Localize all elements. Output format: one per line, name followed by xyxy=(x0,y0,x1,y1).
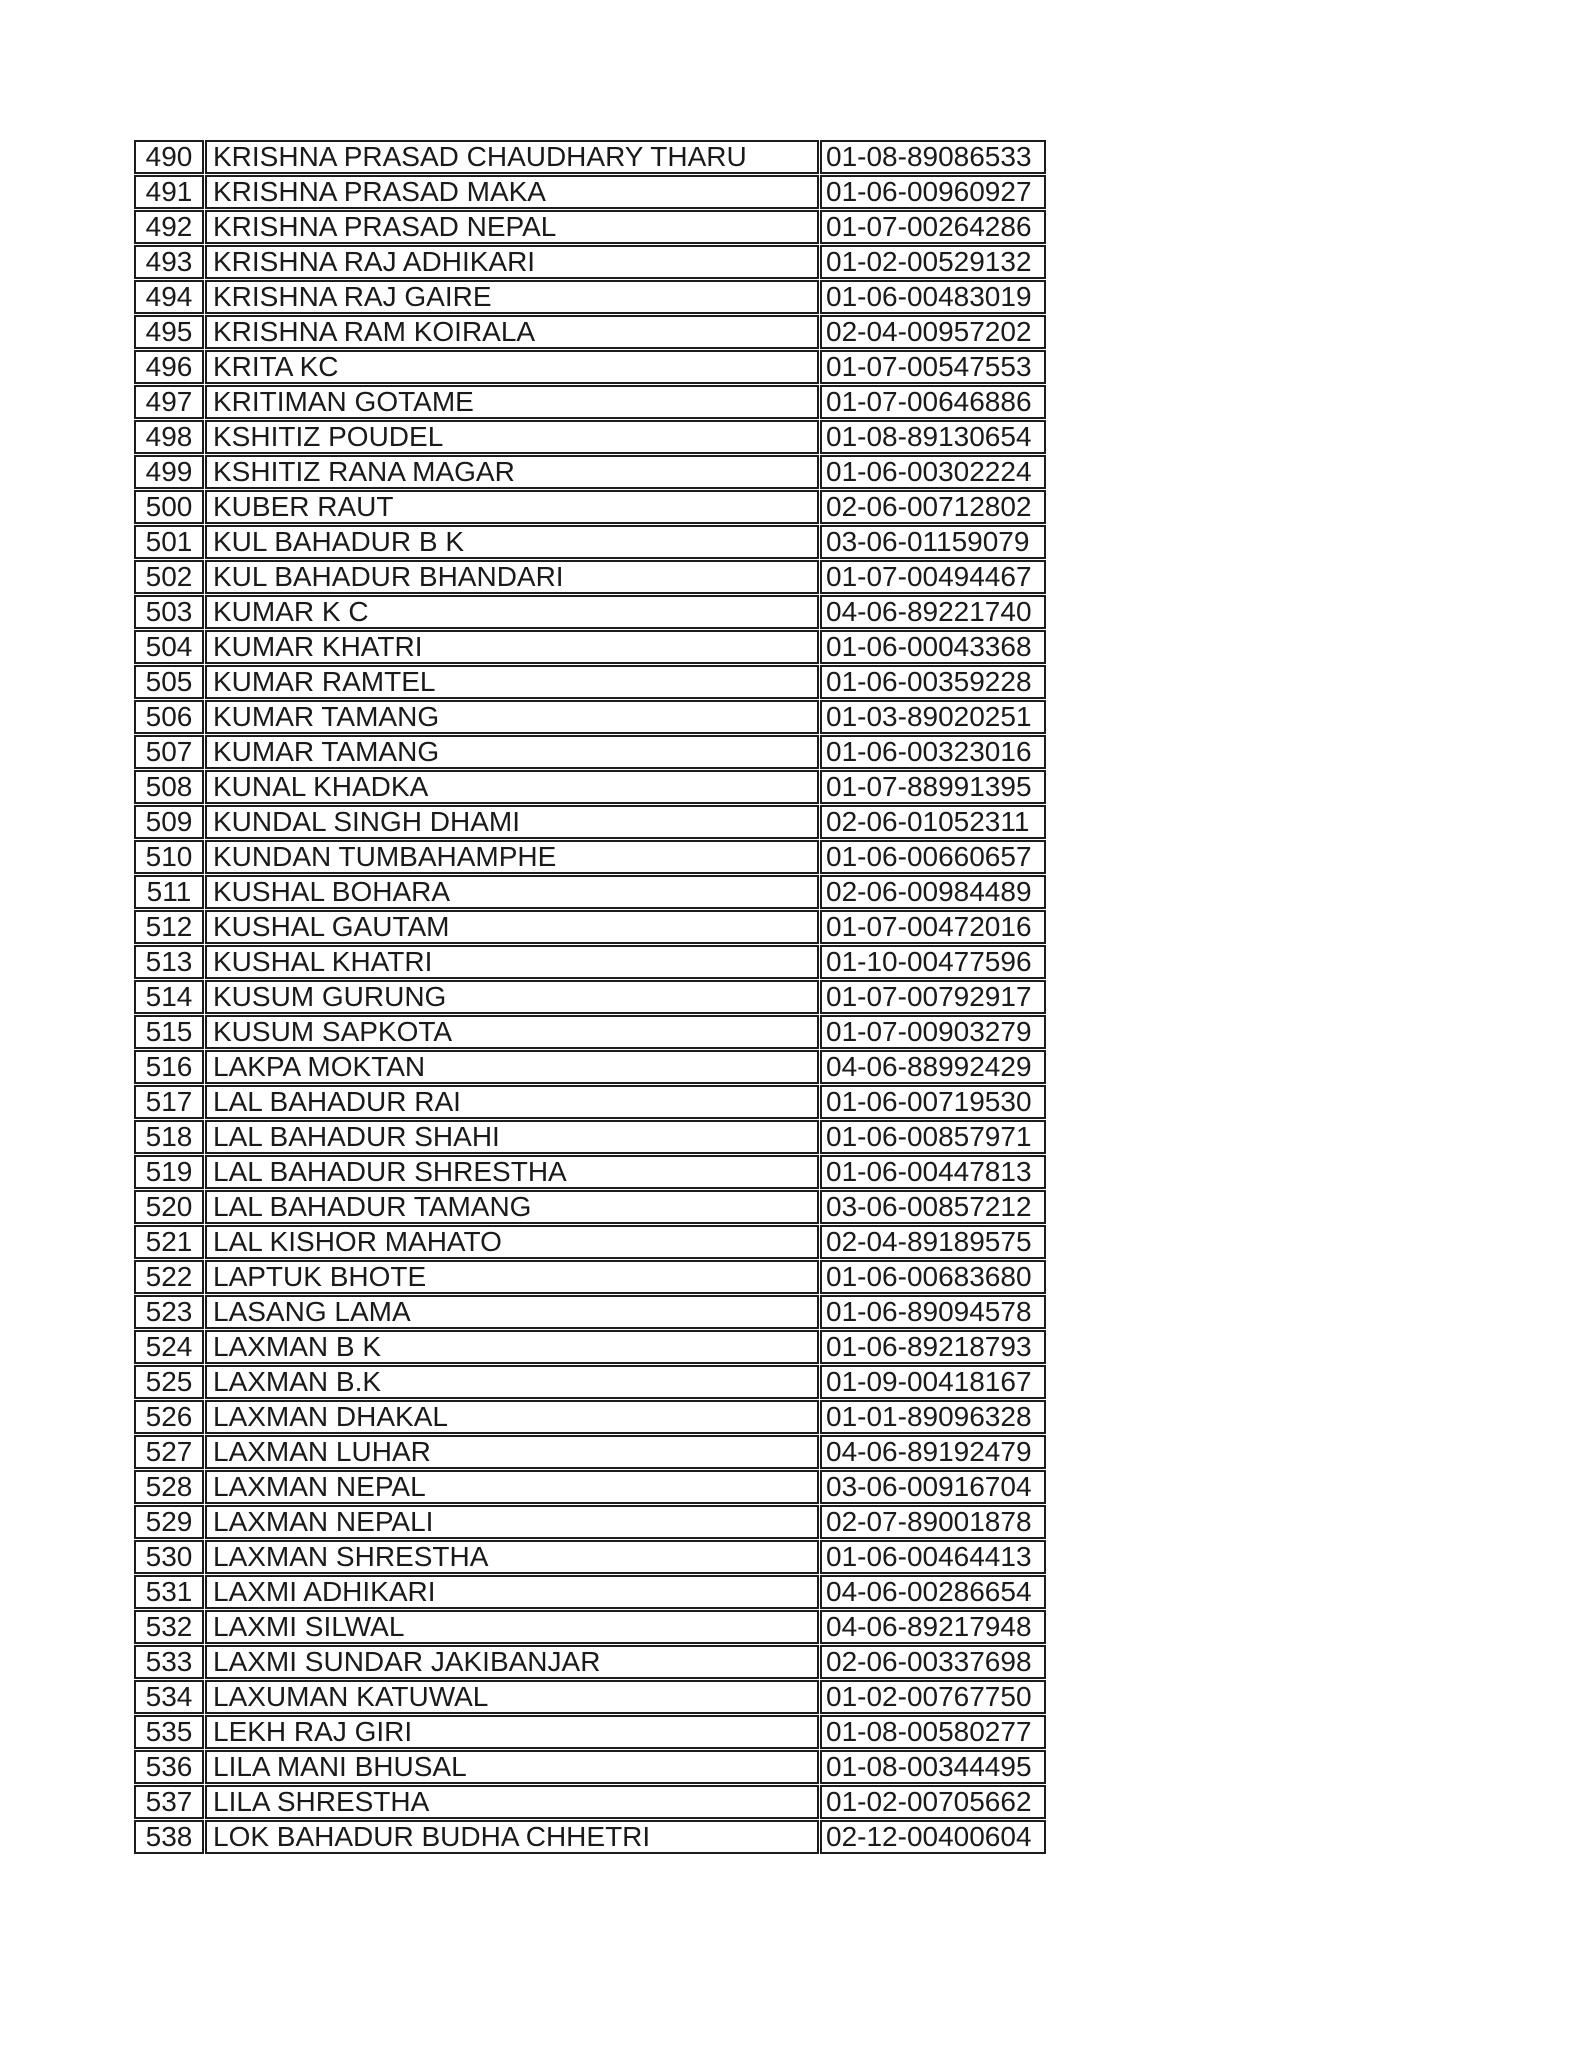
id-cell: 01-07-00494467 xyxy=(820,560,1046,594)
id-cell: 01-06-89094578 xyxy=(820,1295,1046,1329)
name-cell: KUMAR K C xyxy=(205,595,819,629)
table-row xyxy=(134,770,1046,804)
serial-cell: 501 xyxy=(134,525,204,559)
table-row xyxy=(134,1330,1046,1364)
name-cell: KRISHNA RAM KOIRALA xyxy=(205,315,819,349)
serial-cell: 492 xyxy=(134,210,204,244)
name-cell: LAL KISHOR MAHATO xyxy=(205,1225,819,1259)
table-row xyxy=(134,175,1046,209)
serial-cell: 504 xyxy=(134,630,204,664)
id-cell: 01-06-00464413 xyxy=(820,1540,1046,1574)
serial-cell: 530 xyxy=(134,1540,204,1574)
serial-cell: 536 xyxy=(134,1750,204,1784)
serial-cell: 513 xyxy=(134,945,204,979)
table-row xyxy=(134,1260,1046,1294)
id-cell: 01-08-00580277 xyxy=(820,1715,1046,1749)
table-row xyxy=(134,735,1046,769)
name-cell: KUL BAHADUR B K xyxy=(205,525,819,559)
table-row xyxy=(134,490,1046,524)
serial-cell: 490 xyxy=(134,140,204,174)
id-cell: 01-07-00547553 xyxy=(820,350,1046,384)
id-cell: 04-06-89192479 xyxy=(820,1435,1046,1469)
serial-cell: 500 xyxy=(134,490,204,524)
table-row xyxy=(134,1365,1046,1399)
table-row xyxy=(134,1470,1046,1504)
serial-cell: 522 xyxy=(134,1260,204,1294)
name-cell: KUMAR KHATRI xyxy=(205,630,819,664)
serial-cell: 514 xyxy=(134,980,204,1014)
serial-cell: 523 xyxy=(134,1295,204,1329)
id-cell: 02-04-00957202 xyxy=(820,315,1046,349)
name-cell: LOK BAHADUR BUDHA CHHETRI xyxy=(205,1820,819,1854)
id-cell: 01-10-00477596 xyxy=(820,945,1046,979)
table-row xyxy=(134,1715,1046,1749)
table-row xyxy=(134,315,1046,349)
serial-cell: 495 xyxy=(134,315,204,349)
name-cell: KSHITIZ RANA MAGAR xyxy=(205,455,819,489)
id-cell: 01-07-00646886 xyxy=(820,385,1046,419)
name-cell: LAL BAHADUR TAMANG xyxy=(205,1190,819,1224)
table-row xyxy=(134,1610,1046,1644)
name-cell: KUMAR TAMANG xyxy=(205,700,819,734)
name-cell: LAXMI ADHIKARI xyxy=(205,1575,819,1609)
serial-cell: 519 xyxy=(134,1155,204,1189)
id-cell: 04-06-88992429 xyxy=(820,1050,1046,1084)
serial-cell: 511 xyxy=(134,875,204,909)
name-cell: KRISHNA RAJ GAIRE xyxy=(205,280,819,314)
table-row xyxy=(134,1680,1046,1714)
table-row xyxy=(134,875,1046,909)
name-cell: LILA SHRESTHA xyxy=(205,1785,819,1819)
id-cell: 01-06-00857971 xyxy=(820,1120,1046,1154)
id-cell: 01-06-00447813 xyxy=(820,1155,1046,1189)
serial-cell: 518 xyxy=(134,1120,204,1154)
name-cell: KRISHNA PRASAD MAKA xyxy=(205,175,819,209)
serial-cell: 491 xyxy=(134,175,204,209)
id-cell: 01-08-89130654 xyxy=(820,420,1046,454)
id-cell: 02-04-89189575 xyxy=(820,1225,1046,1259)
name-cell: KRITA KC xyxy=(205,350,819,384)
name-cell: LAXMI SUNDAR JAKIBANJAR xyxy=(205,1645,819,1679)
table-row xyxy=(134,1050,1046,1084)
name-cell: KUNDAN TUMBAHAMPHE xyxy=(205,840,819,874)
serial-cell: 534 xyxy=(134,1680,204,1714)
name-cell: LAXMAN NEPALI xyxy=(205,1505,819,1539)
name-cell: LAXMAN LUHAR xyxy=(205,1435,819,1469)
name-cell: KUSUM SAPKOTA xyxy=(205,1015,819,1049)
id-cell: 01-06-00719530 xyxy=(820,1085,1046,1119)
table-row xyxy=(134,1575,1046,1609)
name-cell: KUSHAL GAUTAM xyxy=(205,910,819,944)
table-row xyxy=(134,1190,1046,1224)
serial-cell: 509 xyxy=(134,805,204,839)
serial-cell: 506 xyxy=(134,700,204,734)
name-cell: LAL BAHADUR RAI xyxy=(205,1085,819,1119)
id-cell: 02-12-00400604 xyxy=(820,1820,1046,1854)
name-cell: KUL BAHADUR BHANDARI xyxy=(205,560,819,594)
serial-cell: 524 xyxy=(134,1330,204,1364)
id-cell: 01-06-00359228 xyxy=(820,665,1046,699)
serial-cell: 521 xyxy=(134,1225,204,1259)
table-row xyxy=(134,1820,1046,1854)
name-cell: KSHITIZ POUDEL xyxy=(205,420,819,454)
table-row xyxy=(134,280,1046,314)
name-cell: KUNDAL SINGH DHAMI xyxy=(205,805,819,839)
id-cell: 01-06-89218793 xyxy=(820,1330,1046,1364)
name-cell: LAPTUK BHOTE xyxy=(205,1260,819,1294)
table-row xyxy=(134,805,1046,839)
serial-cell: 498 xyxy=(134,420,204,454)
serial-cell: 527 xyxy=(134,1435,204,1469)
id-cell: 01-09-00418167 xyxy=(820,1365,1046,1399)
id-cell: 01-02-00767750 xyxy=(820,1680,1046,1714)
name-cell: KRISHNA PRASAD NEPAL xyxy=(205,210,819,244)
name-cell: LAXMAN DHAKAL xyxy=(205,1400,819,1434)
id-cell: 01-06-00302224 xyxy=(820,455,1046,489)
table-row xyxy=(134,1085,1046,1119)
id-cell: 02-06-00337698 xyxy=(820,1645,1046,1679)
serial-cell: 510 xyxy=(134,840,204,874)
id-cell: 01-06-00483019 xyxy=(820,280,1046,314)
table-row xyxy=(134,945,1046,979)
name-cell: KRISHNA RAJ ADHIKARI xyxy=(205,245,819,279)
serial-cell: 538 xyxy=(134,1820,204,1854)
table-row xyxy=(134,630,1046,664)
table-row xyxy=(134,245,1046,279)
name-cell: KUMAR TAMANG xyxy=(205,735,819,769)
id-cell: 01-07-00264286 xyxy=(820,210,1046,244)
name-cell: KRITIMAN GOTAME xyxy=(205,385,819,419)
name-cell: KUSHAL BOHARA xyxy=(205,875,819,909)
serial-cell: 502 xyxy=(134,560,204,594)
id-cell: 03-06-00916704 xyxy=(820,1470,1046,1504)
serial-cell: 507 xyxy=(134,735,204,769)
serial-cell: 520 xyxy=(134,1190,204,1224)
serial-cell: 529 xyxy=(134,1505,204,1539)
serial-cell: 494 xyxy=(134,280,204,314)
serial-cell: 497 xyxy=(134,385,204,419)
id-cell: 01-06-00683680 xyxy=(820,1260,1046,1294)
serial-cell: 496 xyxy=(134,350,204,384)
serial-cell: 526 xyxy=(134,1400,204,1434)
table-row xyxy=(134,420,1046,454)
roster-table xyxy=(133,139,1047,1855)
name-cell: KUSHAL KHATRI xyxy=(205,945,819,979)
table-row xyxy=(134,1750,1046,1784)
name-cell: LAXUMAN KATUWAL xyxy=(205,1680,819,1714)
serial-cell: 505 xyxy=(134,665,204,699)
name-cell: LEKH RAJ GIRI xyxy=(205,1715,819,1749)
table-row xyxy=(134,1645,1046,1679)
serial-cell: 516 xyxy=(134,1050,204,1084)
serial-cell: 531 xyxy=(134,1575,204,1609)
table-row xyxy=(134,1505,1046,1539)
table-row xyxy=(134,980,1046,1014)
name-cell: KRISHNA PRASAD CHAUDHARY THARU xyxy=(205,140,819,174)
table-row xyxy=(134,385,1046,419)
id-cell: 01-07-88991395 xyxy=(820,770,1046,804)
name-cell: LASANG LAMA xyxy=(205,1295,819,1329)
name-cell: KUMAR RAMTEL xyxy=(205,665,819,699)
id-cell: 01-06-00043368 xyxy=(820,630,1046,664)
table-row xyxy=(134,525,1046,559)
id-cell: 01-02-00705662 xyxy=(820,1785,1046,1819)
name-cell: LAL BAHADUR SHRESTHA xyxy=(205,1155,819,1189)
id-cell: 04-06-00286654 xyxy=(820,1575,1046,1609)
id-cell: 01-08-00344495 xyxy=(820,1750,1046,1784)
id-cell: 04-06-89217948 xyxy=(820,1610,1046,1644)
name-cell: KUBER RAUT xyxy=(205,490,819,524)
table-row xyxy=(134,1155,1046,1189)
id-cell: 01-07-00792917 xyxy=(820,980,1046,1014)
id-cell: 01-07-00472016 xyxy=(820,910,1046,944)
id-cell: 02-06-01052311 xyxy=(820,805,1046,839)
table-row xyxy=(134,455,1046,489)
table-row xyxy=(134,1295,1046,1329)
id-cell: 01-07-00903279 xyxy=(820,1015,1046,1049)
serial-cell: 532 xyxy=(134,1610,204,1644)
serial-cell: 508 xyxy=(134,770,204,804)
table-row xyxy=(134,1435,1046,1469)
serial-cell: 533 xyxy=(134,1645,204,1679)
serial-cell: 493 xyxy=(134,245,204,279)
table-row xyxy=(134,1785,1046,1819)
name-cell: LAXMAN B K xyxy=(205,1330,819,1364)
id-cell: 03-06-00857212 xyxy=(820,1190,1046,1224)
name-cell: LILA MANI BHUSAL xyxy=(205,1750,819,1784)
name-cell: LAXMAN NEPAL xyxy=(205,1470,819,1504)
table-row xyxy=(134,1400,1046,1434)
table-row xyxy=(134,595,1046,629)
serial-cell: 503 xyxy=(134,595,204,629)
name-cell: KUNAL KHADKA xyxy=(205,770,819,804)
table-row xyxy=(134,560,1046,594)
id-cell: 02-06-00984489 xyxy=(820,875,1046,909)
serial-cell: 515 xyxy=(134,1015,204,1049)
id-cell: 01-01-89096328 xyxy=(820,1400,1046,1434)
serial-cell: 528 xyxy=(134,1470,204,1504)
table-row xyxy=(134,1225,1046,1259)
table-row xyxy=(134,910,1046,944)
name-cell: LAKPA MOKTAN xyxy=(205,1050,819,1084)
serial-cell: 517 xyxy=(134,1085,204,1119)
id-cell: 02-07-89001878 xyxy=(820,1505,1046,1539)
id-cell: 01-06-00960927 xyxy=(820,175,1046,209)
table-row xyxy=(134,350,1046,384)
name-cell: LAXMAN B.K xyxy=(205,1365,819,1399)
name-cell: KUSUM GURUNG xyxy=(205,980,819,1014)
table-row xyxy=(134,210,1046,244)
table-row xyxy=(134,700,1046,734)
roster-body xyxy=(134,140,1046,1854)
table-row xyxy=(134,140,1046,174)
table-row xyxy=(134,665,1046,699)
serial-cell: 525 xyxy=(134,1365,204,1399)
id-cell: 01-02-00529132 xyxy=(820,245,1046,279)
name-cell: LAXMAN SHRESTHA xyxy=(205,1540,819,1574)
table-row xyxy=(134,840,1046,874)
id-cell: 01-06-00660657 xyxy=(820,840,1046,874)
serial-cell: 512 xyxy=(134,910,204,944)
id-cell: 03-06-01159079 xyxy=(820,525,1046,559)
id-cell: 01-06-00323016 xyxy=(820,735,1046,769)
id-cell: 04-06-89221740 xyxy=(820,595,1046,629)
id-cell: 02-06-00712802 xyxy=(820,490,1046,524)
serial-cell: 535 xyxy=(134,1715,204,1749)
table-row xyxy=(134,1015,1046,1049)
id-cell: 01-08-89086533 xyxy=(820,140,1046,174)
table-row xyxy=(134,1120,1046,1154)
name-cell: LAXMI SILWAL xyxy=(205,1610,819,1644)
id-cell: 01-03-89020251 xyxy=(820,700,1046,734)
serial-cell: 537 xyxy=(134,1785,204,1819)
name-cell: LAL BAHADUR SHAHI xyxy=(205,1120,819,1154)
serial-cell: 499 xyxy=(134,455,204,489)
table-row xyxy=(134,1540,1046,1574)
